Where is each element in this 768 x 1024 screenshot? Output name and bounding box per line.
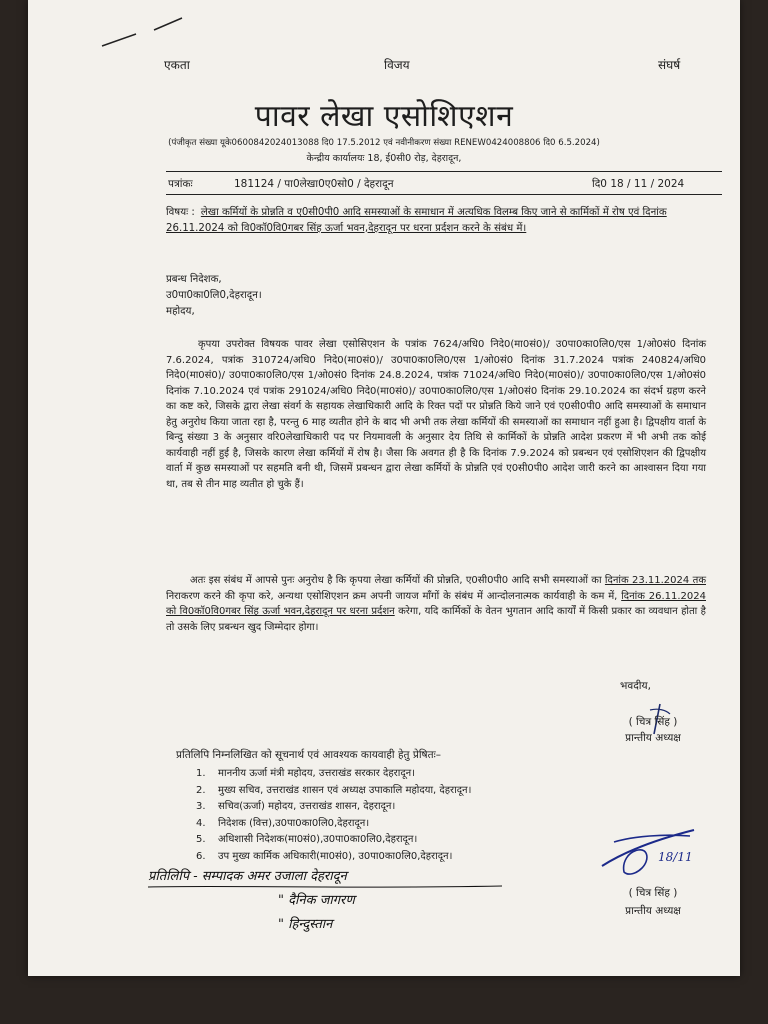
ref-number: 181124 / पा0लेखा0ए0सो0 / देहरादून [234,178,394,190]
motto-unity: एकता [164,58,190,72]
copy-list [196,766,471,865]
handwritten-copy-line-2: " दैनिक जागरण [278,893,355,908]
para2-text: करेगा, यदि कार्मिकों के वेतन भुगतान आदि कार्यों में किसी प्रकार का व्यवधान होता है तो उसके लिए प्रबन्धन खुद जिम्मेदार होगा। [166,606,706,633]
signatory-designation: प्रान्तीय अध्यक्ष [625,732,681,744]
subject [166,205,706,236]
body-paragraph-2 [166,573,706,635]
ref-date: दि0 18 / 11 / 2024 [592,178,685,190]
office-address: केन्द्रीय कार्यालयः 18, ई0सी0 रोड़, देहरादून, [306,153,462,164]
closing: भवदीय, [620,680,651,692]
recipient-block [166,272,262,320]
list-item: 5. अधिशासी निदेशक(मा0सं0),उ0पा0का0लि0,देहरादून। [196,834,418,845]
copy-heading: प्रतिलिपि निम्नलिखित को सूचनार्थ एवं आवश्यक कायवाही हेतु प्रेषितः– [176,749,441,761]
registration-details: (पंजीकृत संख्या यूके0600842024013088 दि0 17.5.2012 एवं नवीनीकरण संख्या RENEW0424008806 दि0 6.5.2024) [168,138,600,148]
organization-name: पावर लेखा एसोशिएशन [254,99,514,134]
ref-label: पत्रांकः [168,178,193,190]
handwritten-copy-line-1: प्रतिलिपि - सम्पादक अमर उजाला देहरादून [148,869,347,884]
recipient-line: उ0पा0का0लि0,देहरादून। [166,290,262,301]
para2-protest-date: दिनांक 26.11.2024 को वि0कॉ0वि0गबर सिंह ऊर्जा भवन,देहरादून पर धरना प्रर्दशन [166,590,706,617]
list-item: 3. सचिव(ऊर्जा) महोदय, उत्तराखंड शासन, देहरादून। [196,801,396,812]
subject-label: विषयः : [166,207,195,218]
list-item: 2. मुख्य सचिव, उत्तराखंड शासन एवं अध्यक्ष उपाकालि महोदया, देहरादून। [196,784,472,796]
motto-struggle: संघर्ष [658,58,681,72]
para2-deadline: दिनांक 23.11.2024 तक [604,575,706,586]
body-paragraph-1: कृपया उपरोक्त विषयक पावर लेखा एसोसिएशन के पत्रांक 7624/अधि0 निदे0(मा0सं0)/ उ0पा0का0लि0/एस 1/ओ0सं0 दिनांक 7.6.2024, पत्रांक 310724/अधि0 निदे0(मा0सं0)/ उ0पा0का0लि0/एस 1/ओ0सं0 दिनांक 31.7.2024 पत्रांक 240824/अधि0 निदे0(मा0सं0)/ उ0पा0का0लि0/एस 1/ओ0सं0 दिनांक 24.8.2024, पत्रांक 71024/अधि0 निदे0(मा0सं0)/ उ0पा0का0लि0/एस 1/ओ0सं0 दिनांक 7.10.2024 एवं पत्रांक 291024/अधि0 निदे0(मा0सं0)/ उ0पा0का0लि0/एस 1/ओ0सं0 दिनांक 29.10.2024 का संदर्भ ग्रहण करने का कष्ट करे, जिसके द्वारा लेखा संवर्ग के सहायक लेखाधिकारी आदि के रिक्त पदों पर प्रोन्नति किये जाने एवं ए0सी0पी0 आदि समस्याओं के समाधान हेतु अनुरोध किया जाता रहा है, परन्तु 6 माह व्यतीत होने के बाद भी अभी तक लेखा कर्मियों की समस्याओं का समाधान नहीं हुआ है। द्विपक्षीय वार्ता के बिन्दु संख्या 3 के अनुसार वरि0लेखाधिकारी पद पर नियमावली के अनुसार देय तिथि से कार्मिकों के प्रोन्नति आदेश प्रकरण में भी अभी तक कोई कार्यवाही नहीं हुई है, जिसके कारण लेखा कर्मियों में रोष है। जैसा कि अवगत ही है कि दिनांक 7.9.2024 को प्रबन्धन एवं एसोशिएशन की द्विपक्षीय वार्ता में कुछ समस्याओं पर सहमति बनी थी, जिसमें प्रबन्धन द्वारा लेखा कर्मियों के प्रोन्नति एवं ए0सी0पी0 आदेश जारी करने का आश्वासन दिया गया था, तब से तीन माह व्यतीत हो चुके हैं। [166,339,706,490]
recipient-line: प्रबन्ध निदेशक, [166,274,222,285]
signatory-designation-2: प्रान्तीय अध्यक्ष [625,905,681,917]
list-item: 6. उप मुख्य कार्मिक अधिकारी(मा0सं0), उ0पा0का0लि0,देहरादून। [196,850,453,862]
letter-page [28,0,740,976]
list-item: 1. माननीय ऊर्जा मंत्री महोदय, उत्तराखंड सरकार देहरादून। [196,768,416,779]
signatory-name-2: ( चित्र सिंह ) [628,887,678,899]
handwritten-copy-line-3: " हिन्दुस्तान [278,917,333,932]
pen-mark [98,10,198,50]
header-rule-bottom [166,194,722,195]
para2-text: निराकरण करने की कृपा करे, अन्यथा एसोशिएशन क्रम अपनी जायज मॉंगों के संबंध में आन्दोलनात्मक कार्यवाही के कम में, [166,590,618,602]
subject-text: लेखा कर्मियों के प्रोन्नति व ए0सी0पी0 आदि समस्याओं के समाधान में अत्यधिक विलम्ब किए जाने से कार्मिकों में रोष एवं दिनांक 26.11.2024 को वि0कॉ0वि0गबर सिंह ऊर्जा भवन,देहरादून पर धरना प्रर्दशन करने के संबंध में। [166,207,667,234]
header-rule-top [166,171,722,172]
para2-text: अतः इस संबंध में आपसे पुनः अनुरोध है कि कृपया लेखा कर्मियों की प्रोन्नति, ए0सी0पी0 आदि सभी समस्याओं का [190,575,602,586]
motto-victory: विजय [384,58,410,72]
list-item: 4. निदेशक (वित्त),उ0पा0का0लि0,देहरादून। [196,817,370,829]
signatory-name: ( चित्र सिंह ) [628,716,678,728]
signature-date: 18/11 [658,850,693,864]
salutation: महोदय, [166,306,195,317]
